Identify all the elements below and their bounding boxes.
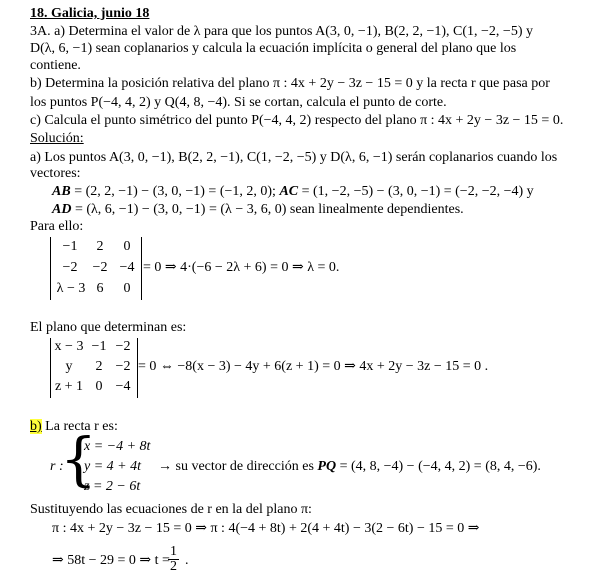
det2-cell: z + 1 (54, 379, 84, 394)
param-eq-x: x = −4 + 8t (84, 439, 151, 454)
det1-cell: −2 (62, 260, 78, 275)
det2-cell: −2 (115, 359, 131, 374)
problem-c-line-1: c) Calcula el punto simétrico del punto P(−4, 4, 2) respecto del plano π : 4x + 2y − 3z − 15 = 0. (30, 113, 564, 128)
part-b-highlight-label: b) (30, 419, 42, 434)
vector-ac-value: = (1, −2, −5) − (3, 0, −1) = (−2, −2, −4) y (298, 184, 534, 199)
determinant-2 (50, 338, 138, 398)
det1-result: = 0 ⇒ 4·(−6 − 2λ + 6) = 0 ⇒ λ = 0. (143, 260, 340, 275)
problem-a-line-1: 3A. a) Determina el valor de λ para que los puntos A(3, 0, −1), B(2, 2, −1), C(1, −2, −5) y (30, 24, 533, 39)
vector-ad-label: AD (52, 202, 72, 217)
vector-ab-label: AB (52, 184, 71, 199)
solution-a-line-2: vectores: (30, 166, 81, 181)
solution-a-line-1: a) Los puntos A(3, 0, −1), B(2, 2, −1), C(1, −2, −5) y D(λ, 6, −1) serán coplanarios cuando los (30, 150, 558, 165)
problem-a-line-2: D(λ, 6, −1) sean coplanarios y calcula la ecuación implícita o general del plano que los (30, 41, 517, 56)
det2-cell: −2 (115, 339, 131, 354)
det1-cell: 2 (96, 239, 104, 254)
det2-cell: x − 3 (54, 339, 84, 354)
vector-ac-label: AC (279, 184, 299, 199)
det2-cell: y (65, 359, 73, 374)
substitution-equation: π : 4x + 2y − 3z − 15 = 0 ⇒ π : 4(−4 + 8t) + 2(4 + 4t) − 3(2 − 6t) − 15 = 0 ⇒ (52, 521, 480, 536)
det1-cell: 0 (123, 239, 131, 254)
left-brace-icon: { (60, 425, 97, 493)
part-b-text: La recta r es: (41, 419, 118, 434)
vector-ad-value: = (λ, 6, −1) − (3, 0, −1) = (λ − 3, 6, 0) sean linealmente dependientes. (71, 202, 464, 217)
solution-heading: Solución: (30, 131, 84, 146)
fraction-denominator: 2 (170, 559, 177, 574)
fraction-one-half (168, 545, 179, 574)
determinant-1 (50, 237, 142, 300)
problem-a-line-3: contiene. (30, 58, 81, 73)
vector-ab-ac-line (52, 184, 534, 200)
vector-pq-value: = (4, 8, −4) − (−4, 4, 2) = (8, 4, −6). (336, 459, 541, 474)
vector-pq-label: PQ (317, 459, 337, 474)
substitution-text: Sustituyendo las ecuaciones de r en la del plano π: (30, 502, 312, 517)
problem-title (30, 6, 149, 22)
problem-b-line-2: los puntos P(−4, 4, 2) y Q(4, 8, −4). Si se cortan, calcula el punto de corte. (30, 95, 447, 110)
det1-cell: −2 (92, 260, 108, 275)
det2-cell: 2 (95, 359, 103, 374)
final-period: . (185, 553, 189, 568)
det2-cell: −1 (91, 339, 107, 354)
vector-ab-value: = (2, 2, −1) − (3, 0, −1) = (−1, 2, 0); (70, 184, 280, 199)
direction-vector-line (158, 459, 541, 475)
param-eq-z: z = 2 − 6t (84, 479, 141, 494)
det2-result: = 0 ⇔ −8(x − 3) − 4y + 6(z + 1) = 0 ⇒ 4x + 2y − 3z − 15 = 0 . (138, 359, 489, 374)
vector-ad-line (52, 202, 464, 218)
det1-cell: −4 (119, 260, 135, 275)
para-ello-text: Para ello: (30, 219, 84, 234)
param-eq-y: y = 4 + 4t (84, 459, 141, 474)
plane-intro: El plano que determinan es: (30, 320, 187, 335)
problem-b-line-1: b) Determina la posición relativa del plano π : 4x + 2y − 3z − 15 = 0 y la recta r que pasa por (30, 76, 550, 91)
problem-title-text: 18. Galicia, junio 18 (30, 6, 150, 21)
det2-cell: −4 (115, 379, 131, 394)
det2-cell: 0 (95, 379, 103, 394)
det1-cell: λ − 3 (56, 281, 86, 296)
det1-cell: 6 (96, 281, 104, 296)
direction-vector-text: → su vector de dirección es (158, 459, 318, 474)
fraction-numerator: 1 (170, 544, 177, 559)
det1-cell: −1 (62, 239, 78, 254)
det1-cell: 0 (123, 281, 131, 296)
line-r-label: r : (50, 459, 64, 474)
final-equation: ⇒ 58t − 29 = 0 ⇒ t = (52, 553, 170, 568)
